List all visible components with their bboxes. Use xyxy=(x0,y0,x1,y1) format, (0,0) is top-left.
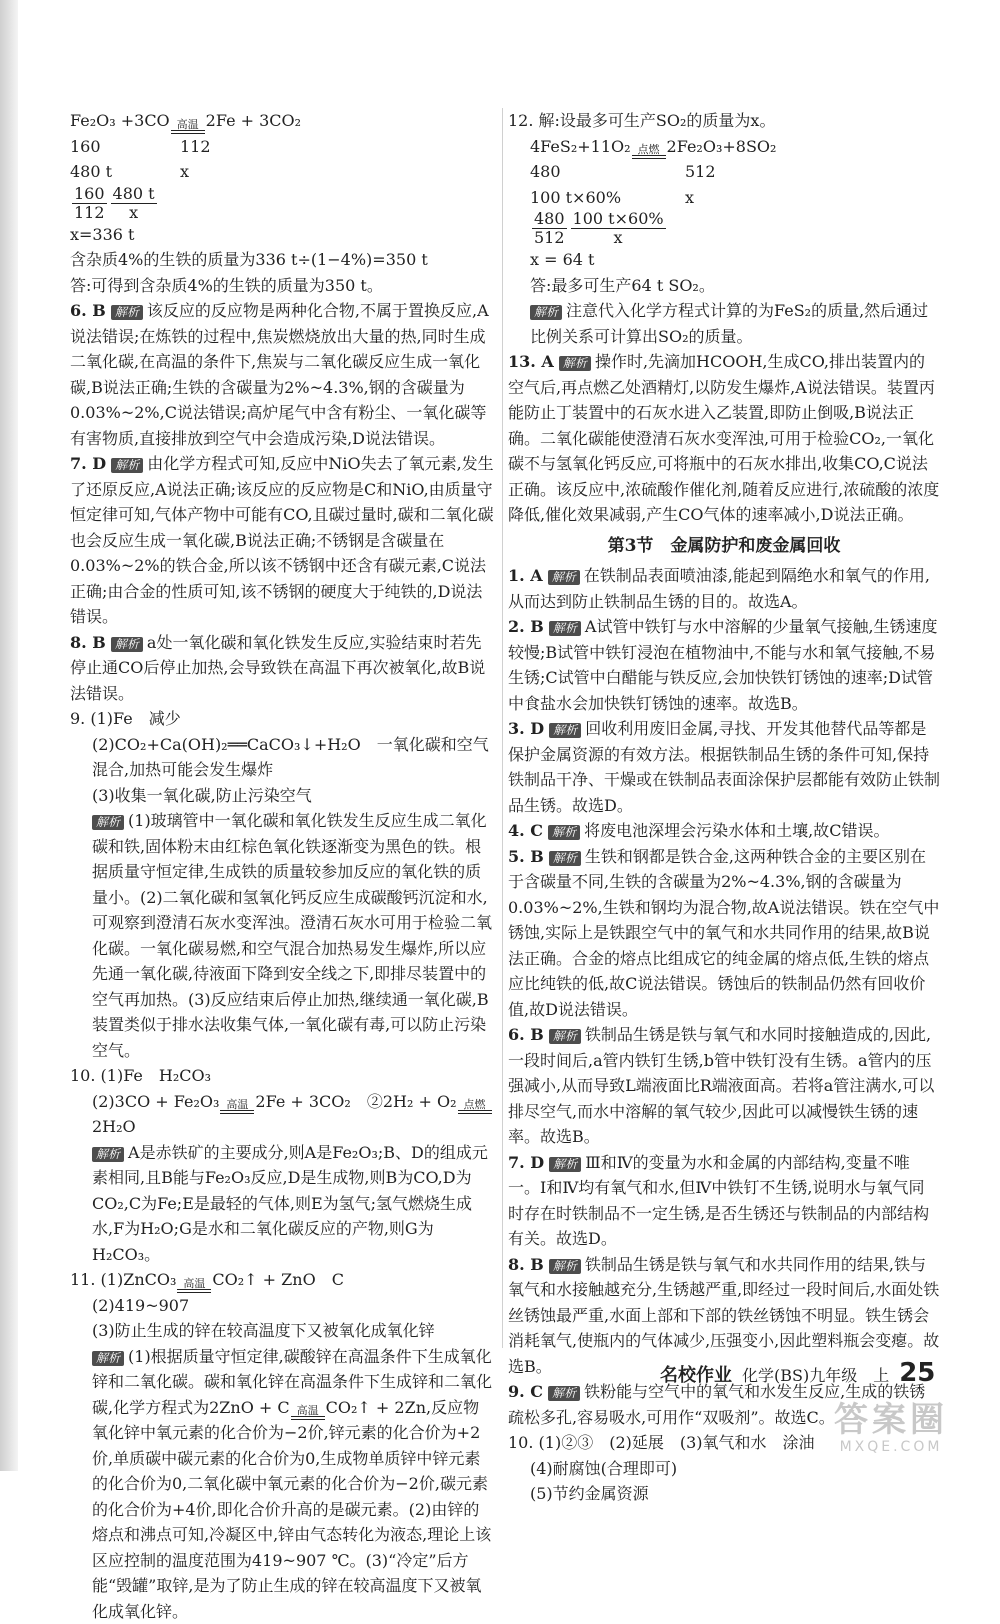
analysis-tag: 解析 xyxy=(549,723,581,738)
ratio-row-2: 480 t x xyxy=(70,159,495,185)
s-answer-10-line2: (4)耐腐蚀(合理即可) xyxy=(508,1456,940,1482)
s-answer-4: 4. C 解析 将废电池深埋会污染水体和土壤,故C错误。 xyxy=(508,818,940,844)
ratio-row-2: 100 t×60% x xyxy=(508,185,940,211)
answer-line: 答:最多可生产64 t SO₂。 xyxy=(508,273,940,299)
equation-fe2o3-co: Fe₂O₃ +3CO 高温 2Fe + 3CO₂ xyxy=(70,108,495,134)
analysis-tag: 解析 xyxy=(548,1386,580,1401)
answer-11-line3: (3)防止生成的锌在较高温度下又被氧化成氧化锌 xyxy=(70,1318,495,1344)
section-title: 第3节 金属防护和废金属回收 xyxy=(508,534,940,560)
proportion: $\frac{160}{112}$ $\frac{480 t}{x}$ xyxy=(70,185,495,222)
page-footer xyxy=(660,1358,935,1388)
s-answer-10-line1: 10. (1)②③ (2)延展 (3)氧气和水 涂油 xyxy=(508,1430,940,1456)
answer-11-line1: 11. (1)ZnCO₃ 高温 CO₂↑ + ZnO C xyxy=(70,1267,495,1293)
answer-9-analysis: 解析 (1)玻璃管中一氧化碳和氧化铁发生反应生成二氧化碳和铁,固体粉末由红棕色氧化铁逐渐变为黑色的铁。根据质量守恒定律,生成铁的质量较参加反应的氧化铁的质量小。(2)二氧化碳和氢氧化钙反应生成碳酸钙沉淀和水,可观察到澄清石灰水变浑浊。澄清石灰水可用于检验二氧化碳。一氧化碳易燃,和空气混合加热易发生爆炸,所以应先通一氧化碳,待液面下降到安全线之下,即排尽装置中的空气再加热。(3)反应结束后停止加热,继续通一氧化碳,B装置类似于排水法收集气体,一氧化碳有毒,可以防止污染空气。 xyxy=(70,808,495,1063)
s-answer-9: 9. C 解析 铁粉能与空气中的氧气和水发生反应,生成的铁锈疏松多孔,容易吸水,可用作“双吸剂”。故选C。 xyxy=(508,1379,940,1430)
answer-10-line2: (2)3CO + Fe₂O₃ 高温 2Fe + 3CO₂ ②2H₂ + O₂ 点燃 2H₂O xyxy=(70,1089,495,1140)
watermark-text: 答案圈 xyxy=(806,1401,976,1439)
analysis-tag: 解析 xyxy=(111,458,143,473)
equation-fes2: 4FeS₂+11O₂ 点燃 2Fe₂O₃+8SO₂ xyxy=(508,134,940,160)
analysis-tag: 解析 xyxy=(549,1029,581,1044)
analysis-tag: 解析 xyxy=(111,305,143,320)
footer-subject: 化学(BS)九年级 上 xyxy=(742,1363,889,1386)
page-number: 25 xyxy=(899,1358,935,1388)
analysis-tag: 解析 xyxy=(549,1259,581,1274)
s-answer-8: 8. B 解析 铁制品生锈是铁与氧气和水共同作用的结果,铁与氧气和水接触越充分,生锈越严重,即经过一段时间后,水面处铁丝锈蚀最严重,水面上部和下部的铁丝锈蚀不明显。铁生锈会消耗氧气,使瓶内的气体减少,压强变小,因此塑料瓶会变瘪。故选B。 xyxy=(508,1252,940,1380)
s-answer-2: 2. B 解析 A试管中铁钉与水中溶解的少量氧气接触,生锈速度较慢;B试管中铁钉浸泡在植物油中,不能与水和氧气接触,不易生锈;C试管中白醋能与铁反应,会加快铁钉锈蚀的速率;D试管中食盐水会加快铁钉锈蚀的速率。故选B。 xyxy=(508,614,940,716)
analysis-tag: 解析 xyxy=(548,570,580,585)
page-edge-shadow xyxy=(0,0,18,1471)
watermark-url: MXQE.COM xyxy=(806,1439,976,1455)
watermark-logo xyxy=(806,1401,976,1461)
answer-9-line3: (3)收集一氧化碳,防止污染空气 xyxy=(70,783,495,809)
s-answer-6: 6. B 解析 铁制品生锈是铁与氧气和水同时接触造成的,因此,一段时间后,a管内铁钉生锈,b管中铁钉没有生锈。a管内的压强减小,从而导致L端液面比R端液面高。若将a管注满水,可以排尽空气,而水中溶解的氧气较少,因此可以减慢铁生锈的速率。故选B。 xyxy=(508,1022,940,1150)
analysis-tag: 解析 xyxy=(92,815,124,830)
s-answer-5: 5. B 解析 生铁和钢都是铁合金,这两种铁合金的主要区别在于含碳量不同,生铁的含碳量为2%~4.3%,钢的含碳量为0.03%~2%,生铁和钢均为混合物,故A说法错误。铁在空气中锈蚀,实际上是铁跟空气中的氧气和水共同作用的结果,故B说法正确。合金的熔点比组成它的纯金属的熔点低,生铁的熔点应比纯铁的低,故C说法错误。锈蚀后的铁制品仍然有回收价值,故D说法错误。 xyxy=(508,844,940,1023)
s-answer-3: 3. D 解析 回收利用废旧金属,寻找、开发其他替代品等都是保护金属资源的有效方法。根据铁制品生锈的条件可知,保持铁制品干净、干燥或在铁制品表面涂保护层都能有效防止铁制品生锈。故选D。 xyxy=(508,716,940,818)
answer-8: 8. B 解析 a处一氧化碳和氧化铁发生反应,实验结束时若先停止通CO后停止加热,会导致铁在高温下再次被氧化,故B说法错误。 xyxy=(70,630,495,707)
answer-10-line1: 10. (1)Fe H₂CO₃ xyxy=(70,1063,495,1089)
answer-7: 7. D 解析 由化学方程式可知,反应中NiO失去了氧元素,发生了还原反应,A说法正确;该反应的反应物是C和NiO,由质量守恒定律可知,气体产物中可能有CO,且碳过量时,碳和二氧化碳也会反应生成一氧化碳,B说法正确;不锈钢是含碳量在0.03%~2%的铁合金,所以该不锈钢中还含有碳元素,C说法正确;由合金的性质可知,该不锈钢的硬度大于纯铁的,D说法错误。 xyxy=(70,451,495,630)
s-answer-7: 7. D 解析 Ⅲ和Ⅳ的变量为水和金属的内部结构,变量不唯一。Ⅰ和Ⅳ均有氧气和水,但Ⅳ中铁钉不生锈,说明水与氧气同时存在时铁制品不一定生锈,是否生锈还与铁制品的内部结构有关。故选D。 xyxy=(508,1150,940,1252)
analysis-tag: 解析 xyxy=(530,305,562,320)
analysis-tag: 解析 xyxy=(549,1157,581,1172)
answer-6: 6. B 解析 该反应的反应物是两种化合物,不属于置换反应,A说法错误;在炼铁的过程中,焦炭燃烧放出大量的热,同时生成二氧化碳,在高温的条件下,焦炭与二氧化碳反应生成一氧化碳,B说法正确;生铁的含碳量为2%~4.3%,钢的含碳量为0.03%~2%,C说法错误;高炉尾气中含有粉尘、一氧化碳等有害物质,直接排放到空气中会造成污染,D说法错误。 xyxy=(70,298,495,451)
left-column xyxy=(70,108,495,1624)
right-column xyxy=(508,108,940,1507)
answer-9-line2: (2)CO₂+Ca(OH)₂══CaCO₃↓+H₂O 一氧化碳和空气混合,加热可能会发生爆炸 xyxy=(70,732,495,783)
footer-brand: 名校作业 xyxy=(660,1361,732,1387)
ratio-row-1: 480 512 xyxy=(508,159,940,185)
s-answer-1: 1. A 解析 在铁制品表面喷油漆,能起到隔绝水和氧气的作用,从而达到防止铁制品生锈的目的。故选A。 xyxy=(508,563,940,614)
analysis-tag: 解析 xyxy=(549,851,581,866)
answer-12-line1: 12. 解:设最多可生产SO₂的质量为x。 xyxy=(508,108,940,134)
answer-12-analysis: 解析 注意代入化学方程式计算的为FeS₂的质量,然后通过比例关系可计算出SO₂的质量。 xyxy=(508,298,940,349)
answer-9-line1: 9. (1)Fe 减少 xyxy=(70,706,495,732)
answer-line: 答:可得到含杂质4%的生铁的质量为350 t。 xyxy=(70,273,495,299)
analysis-tag: 解析 xyxy=(559,356,591,371)
analysis-tag: 解析 xyxy=(548,825,580,840)
column-divider xyxy=(502,108,503,1348)
answer-10-analysis: 解析 A是赤铁矿的主要成分,则A是Fe₂O₃;B、D的组成元素相同,且B能与Fe₂O₃反应,D是生成物,则B为CO,D为CO₂,C为Fe;E是最轻的气体,则E为氢气;氢气燃烧生成水,F为H₂O;G是水和二氧化碳反应的产物,则G为H₂CO₃。 xyxy=(70,1140,495,1268)
analysis-tag: 解析 xyxy=(549,621,581,636)
calc-line: 含杂质4%的生铁的质量为336 t÷(1−4%)=350 t xyxy=(70,247,495,273)
ratio-row-1: 160 112 xyxy=(70,134,495,160)
answer-11-analysis: 解析 (1)根据质量守恒定律,碳酸锌在高温条件下生成氧化锌和二氧化碳。碳和氧化锌在高温条件下生成锌和二氧化碳,化学方程式为2ZnO + C 高温 CO₂↑ + 2Zn,反应物氧化锌中氧元素的化合价为−2价,锌元素的化合价为+2价,单质碳中碳元素的化合价为0,生成物单质锌中锌元素的化合价为0,二氧化碳中氧元素的化合价为−2价,碳元素的化合价为+4价,即化合价升高的是碳元素。(2)由锌的熔点和沸点可知,冷凝区中,锌由气态转化为液态,理论上该区应控制的温度范围为419~907 ℃。(3)“冷定”后方能“毁罐”取锌,是为了防止生成的锌在较高温度下又被氧化成氧化锌。 xyxy=(70,1344,495,1624)
x-value: x=336 t xyxy=(70,222,495,248)
analysis-tag: 解析 xyxy=(92,1147,124,1162)
proportion: $\frac{480}{512}$ $\frac{100 t\times 60\%}{x}$ xyxy=(508,210,940,247)
s-answer-10-line3: (5)节约金属资源 xyxy=(508,1481,940,1507)
answer-11-line2: (2)419~907 xyxy=(70,1293,495,1319)
analysis-tag: 解析 xyxy=(92,1351,124,1366)
x-value: x = 64 t xyxy=(508,247,940,273)
analysis-tag: 解析 xyxy=(111,637,143,652)
answer-13: 13. A 解析 操作时,先滴加HCOOH,生成CO,排出装置内的空气后,再点燃乙处酒精灯,以防发生爆炸,A说法错误。装置丙能防止丁装置中的石灰水进入乙装置,即防止倒吸,B说法正确。二氧化碳能使澄清石灰水变浑浊,可用于检验CO₂,一氧化碳不与氢氧化钙反应,可将瓶中的石灰水排出,收集CO,C说法正确。该反应中,浓硫酸作催化剂,随着反应进行,浓硫酸的浓度降低,催化效果减弱,产生CO气体的速率减小,D说法正确。 xyxy=(508,349,940,528)
